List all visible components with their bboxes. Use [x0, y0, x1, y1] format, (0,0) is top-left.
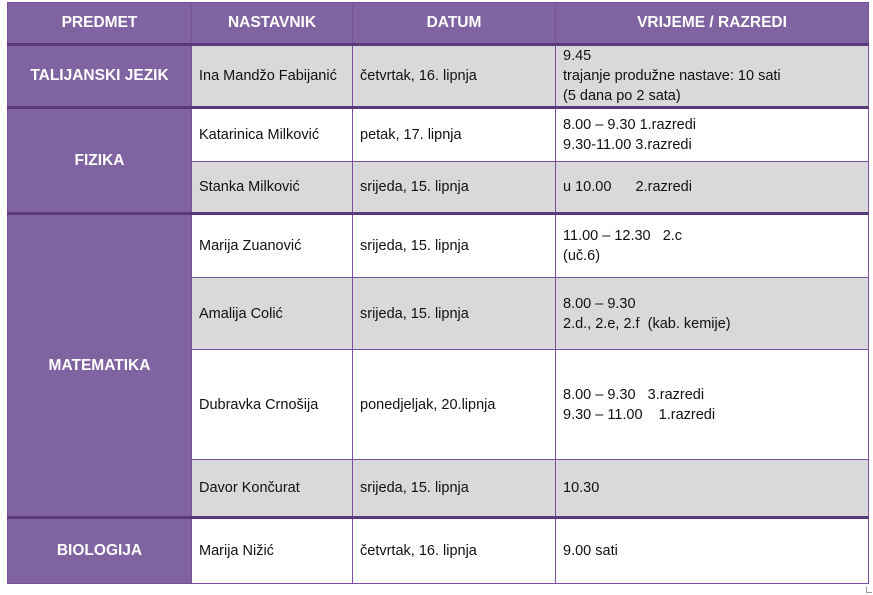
teacher-cell: Davor Končurat	[192, 460, 353, 518]
date-cell: srijeda, 15. lipnja	[353, 162, 556, 214]
subject-cell: BIOLOGIJA	[8, 518, 192, 584]
time-cell	[556, 278, 869, 350]
header-row	[8, 3, 869, 45]
date-cell: petak, 17. lipnja	[353, 108, 556, 162]
teacher-cell: Ina Mandžo Fabijanić	[192, 45, 353, 108]
resize-corner-mark	[866, 587, 872, 593]
time-line: 8.00 – 9.30 1.razredi	[563, 117, 697, 133]
teacher-cell: Amalija Colić	[192, 278, 353, 350]
header-date: DATUM	[353, 3, 556, 45]
time-line: u 10.00 2.razredi	[563, 179, 692, 195]
header-time: VRIJEME / RAZREDI	[556, 3, 869, 45]
table-row	[8, 108, 869, 162]
subject-cell: FIZIKA	[8, 108, 192, 214]
date-cell: srijeda, 15. lipnja	[353, 214, 556, 278]
time-cell	[556, 45, 869, 108]
subject-cell: MATEMATIKA	[8, 214, 192, 518]
time-line: trajanje produžne nastave: 10 sati	[563, 68, 781, 84]
time-line: (uč.6)	[563, 248, 601, 264]
time-line: 9.30 – 11.00 1.razredi	[563, 406, 716, 423]
date-cell: srijeda, 15. lipnja	[353, 460, 556, 518]
time-line: 10.30	[563, 480, 600, 496]
teacher-cell: Katarinica Milković	[192, 108, 353, 162]
time-cell	[556, 460, 869, 518]
teacher-cell: Marija Nižić	[192, 518, 353, 584]
time-cell	[556, 108, 869, 162]
date-cell: četvrtak, 16. lipnja	[353, 45, 556, 108]
time-line: 8.00 – 9.30 3.razredi	[563, 386, 705, 403]
time-cell	[556, 162, 869, 214]
date-cell: srijeda, 15. lipnja	[353, 278, 556, 350]
table-row	[8, 214, 869, 278]
date-cell: četvrtak, 16. lipnja	[353, 518, 556, 584]
time-line: (5 dana po 2 sata)	[563, 88, 681, 104]
table-row	[8, 518, 869, 584]
teacher-cell: Dubravka Crnošija	[192, 350, 353, 460]
teacher-cell: Stanka Milković	[192, 162, 353, 214]
time-cell	[556, 350, 869, 460]
time-line: 9.45	[563, 48, 592, 64]
time-cell	[556, 518, 869, 584]
teacher-cell: Marija Zuanović	[192, 214, 353, 278]
subject-cell: TALIJANSKI JEZIK	[8, 45, 192, 108]
time-line: 9.00 sati	[563, 543, 618, 559]
header-subject: PREDMET	[8, 3, 192, 45]
time-cell	[556, 214, 869, 278]
time-line: 9.30-11.00 3.razredi	[563, 137, 692, 153]
schedule-table	[7, 2, 869, 584]
date-cell: ponedjeljak, 20.lipnja	[353, 350, 556, 460]
table-row	[8, 45, 869, 108]
time-line: 2.d., 2.e, 2.f (kab. kemije)	[563, 315, 731, 332]
header-teacher: NASTAVNIK	[192, 3, 353, 45]
time-line: 11.00 – 12.30 2.c	[563, 228, 683, 244]
time-line: 8.00 – 9.30	[563, 295, 636, 312]
